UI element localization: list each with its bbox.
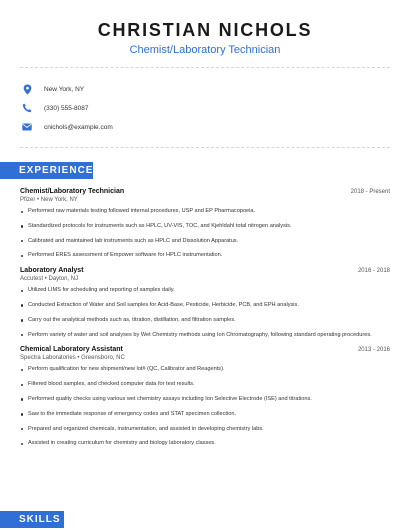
job-entry [20, 267, 390, 339]
contact-phone-text: (330) 555-8087 [44, 104, 89, 112]
contact-divider [20, 147, 390, 148]
job-company: Pfizer • New York, NY [20, 197, 78, 203]
job-company: Accutest • Dayton, NJ [20, 276, 79, 283]
location-pin-icon [20, 82, 34, 96]
job-bullet: Assisted in creating curriculum for chemistry and biology laboratory classes. [20, 440, 390, 447]
resume-header [0, 0, 410, 57]
contact-email [20, 118, 113, 136]
job-bullet: Performed ERES assessment of Empower software for HPLC instrumentation. [20, 252, 390, 259]
job-title: Chemist/Laboratory Technician [20, 188, 125, 195]
job-title: Laboratory Analyst [20, 267, 84, 275]
job-bullet: Perform variety of water and soil analyses by Wet Chemistry methods using Ion Chromatography, following standard operating procedures. [20, 332, 390, 339]
job-bullet: Saw to the immediate response of emergency codes and STAT specimen collection. [20, 411, 390, 418]
job-dates: 2016 - 2018 [357, 268, 390, 275]
contact-location [20, 80, 113, 98]
envelope-icon [20, 120, 34, 134]
job-bullet: Prepared and organized chemicals, instrumentation, and assisted in developing chemistry labs. [20, 426, 390, 433]
job-bullet: Filtered blood samples, and checked computer data for test results. [20, 381, 390, 388]
job-title: Chemical Laboratory Assistant [20, 346, 123, 354]
job-bullet: Standardized protocols for instruments such as HPLC, UV-VIS, TOC, and Kjehldahl total nitrogen analysis. [20, 223, 390, 230]
candidate-name: CHRISTIAN NICHOLS [97, 20, 313, 40]
header-divider [20, 67, 390, 68]
job-bullet: Conducted Extraction of Water and Soil samples for Acid-Base, Pesticide, Herbicide, PCB, and EPH analysis. [20, 302, 390, 309]
contact-location-text: New York, NY [44, 85, 85, 93]
job-entry [20, 188, 390, 260]
contact-phone [20, 99, 113, 117]
candidate-title: Chemist/Laboratory Technician [129, 44, 281, 56]
contact-list [20, 80, 113, 137]
job-bullet: Calibrated and maintained lab instruments such as HPLC and Dissolution Apparatus. [20, 238, 390, 245]
job-bullet: Perform qualification for new shipment/new lot# (QC, Calibrator and Reagents). [20, 366, 390, 373]
job-bullet: Utilized LIMS for scheduling and reporting of samples daily. [20, 287, 390, 294]
skills-heading: SKILLS [0, 511, 64, 528]
job-entry [20, 346, 390, 447]
phone-icon [20, 101, 34, 115]
job-bullet: Performed raw materials testing followed internal procedures, USP and EP Pharmacopoeia. [20, 208, 390, 215]
experience-list [20, 188, 390, 455]
job-dates: 2018 - Present [350, 189, 390, 195]
job-company: Spectra Laboratories • Greensboro, NC [20, 355, 125, 362]
job-bullet: Carry out the analytical methods such as, titration, distillation, and filtration samples. [20, 317, 390, 324]
experience-heading: EXPERIENCE [0, 162, 93, 179]
contact-email-text: cnichols@example.com [44, 123, 113, 131]
job-bullet: Performed quality checks using various wet chemistry assays including Ion Selective Electrode (ISE) and titrations. [20, 396, 390, 403]
job-dates: 2013 - 2016 [357, 347, 390, 354]
